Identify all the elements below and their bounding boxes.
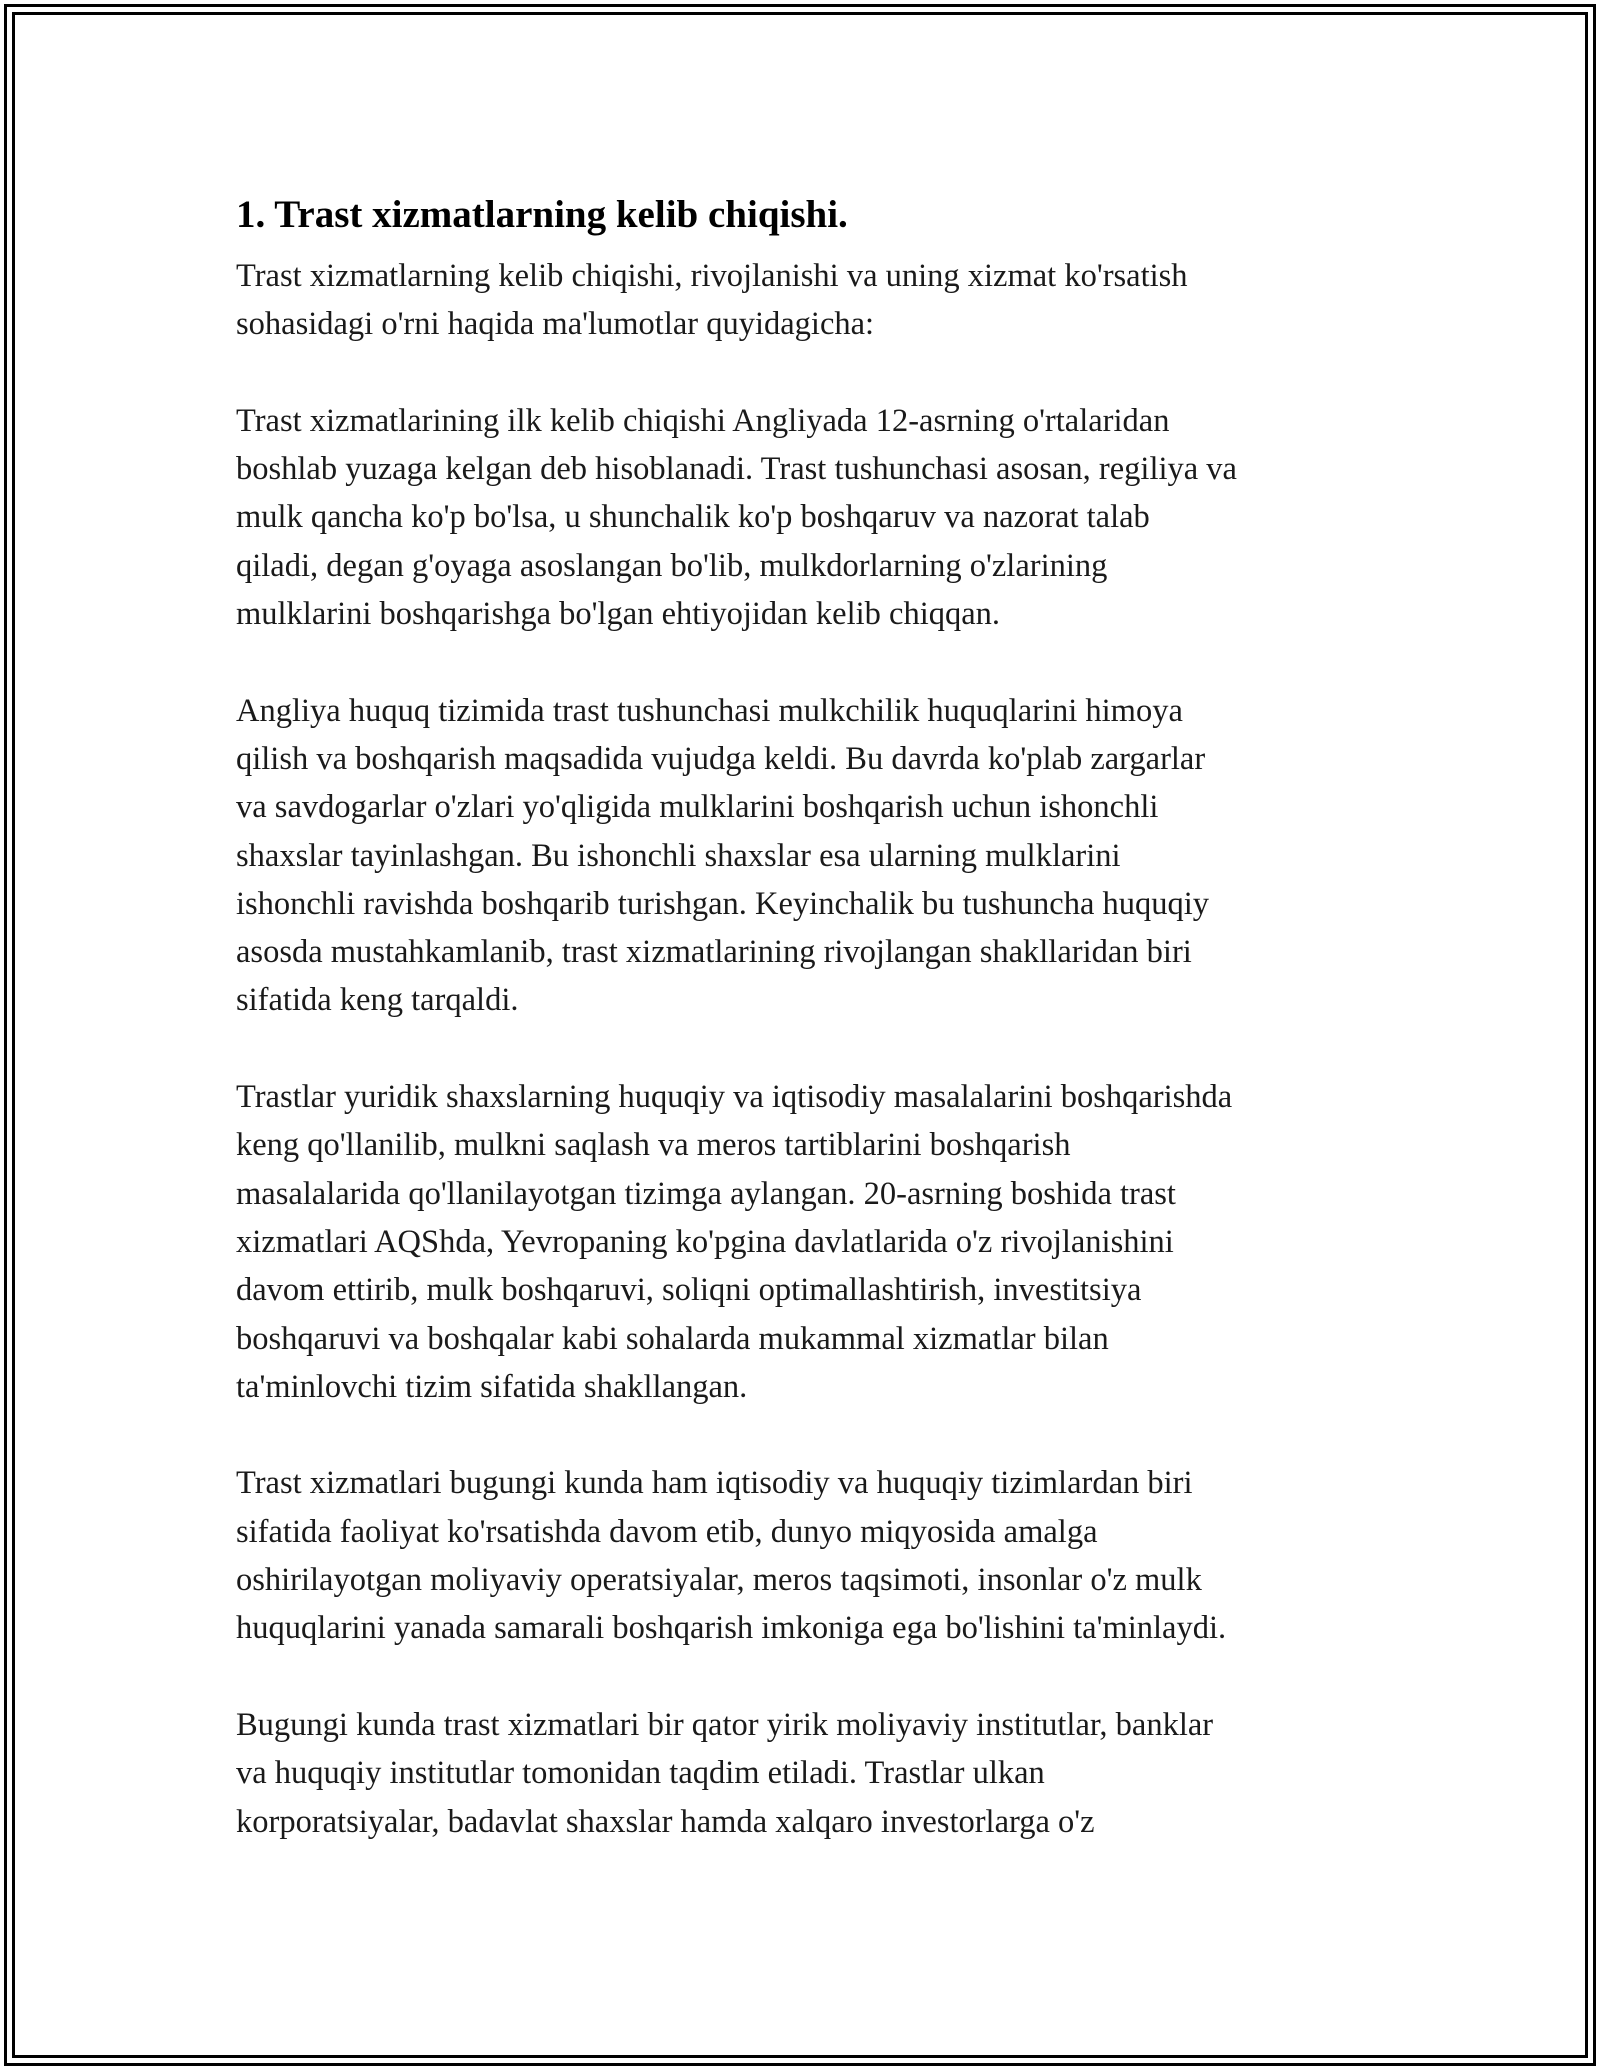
paragraph-legal-entities: Trastlar yuridik shaxslarning huquqiy va iqtisodiy masalalarini boshqarishda keng qo'llanilib, mulkni saqlash va meros tartiblarini boshqarish masalalarida qo'llanilayotgan tizimga aylangan. 20-asrning boshida trast xizmatlari AQShda, Yevropaning ko'pgina davlatlarida o'z rivojlanishini davom ettirib, mulk boshqaruvi, soliqni optimallashtirish, investitsiya boshqaruvi va boshqalar kabi sohalarda mukammal xizmatlar bilan ta'minlovchi tizim sifatida shakllangan. xyxy=(236,1079,1233,1405)
section-heading: 1. Trast xizmatlarning kelib chiqishi. xyxy=(236,193,848,236)
paragraph-today: Trast xizmatlari bugungi kunda ham iqtisodiy va huquqiy tizimlardan biri sifatida faoliyat ko'rsatishda davom etib, dunyo miqyosida amalga oshirilayotgan moliyaviy operatsiyalar, meros taqsimoti, insonlar o'z mulk huquqlarini yanada samarali boshqarish imkoniga ega bo'lishini ta'minlaydi. xyxy=(236,1465,1227,1647)
paragraph-intro: Trast xizmatlarning kelib chiqishi, rivojlanishi va uning xizmat ko'rsatish sohasidagi o'rni haqida ma'lumotlar quyidagicha: xyxy=(236,258,1188,343)
paragraph-institutions: Bugungi kunda trast xizmatlari bir qator yirik moliyaviy institutlar, banklar va huquqiy institutlar tomonidan taqdim etiladi. Trastlar ulkan korporatsiyalar, badavlat shaxslar hamda xalqaro investorlarga o'z xyxy=(236,1706,1214,1840)
document-body xyxy=(236,186,1386,1846)
paragraph-english-law: Angliya huquq tizimida trast tushunchasi mulkchilik huquqlarini himoya qilish va boshqarish maqsadida vujudga keldi. Bu davrda ko'plab zargarlar va savdogarlar o'zlari yo'qligida mulklarini boshqarish uchun ishonchli shaxslar tayinlashgan. Bu ishonchli shaxslar esa ularning mulklarini ishonchli ravishda boshqarib turishgan. Keyinchalik bu tushuncha huquqiy asosda mustahkamlanib, trast xizmatlarining rivojlangan shakllaridan biri sifatida keng tarqaldi. xyxy=(236,692,1210,1019)
paragraph-origin-england: Trast xizmatlarining ilk kelib chiqishi Angliyada 12-asrning o'rtalaridan boshlab yuzaga kelgan deb hisoblanadi. Trast tushunchasi asosan, regiliya va mulk qancha ko'p bo'lsa, u shunchalik ko'p boshqaruv va nazorat talab qiladi, degan g'oyaga asoslangan bo'lib, mulkdorlarning o'zlarining mulklarini boshqarishga bo'lgan ehtiyojidan kelib chiqqan. xyxy=(236,402,1237,633)
